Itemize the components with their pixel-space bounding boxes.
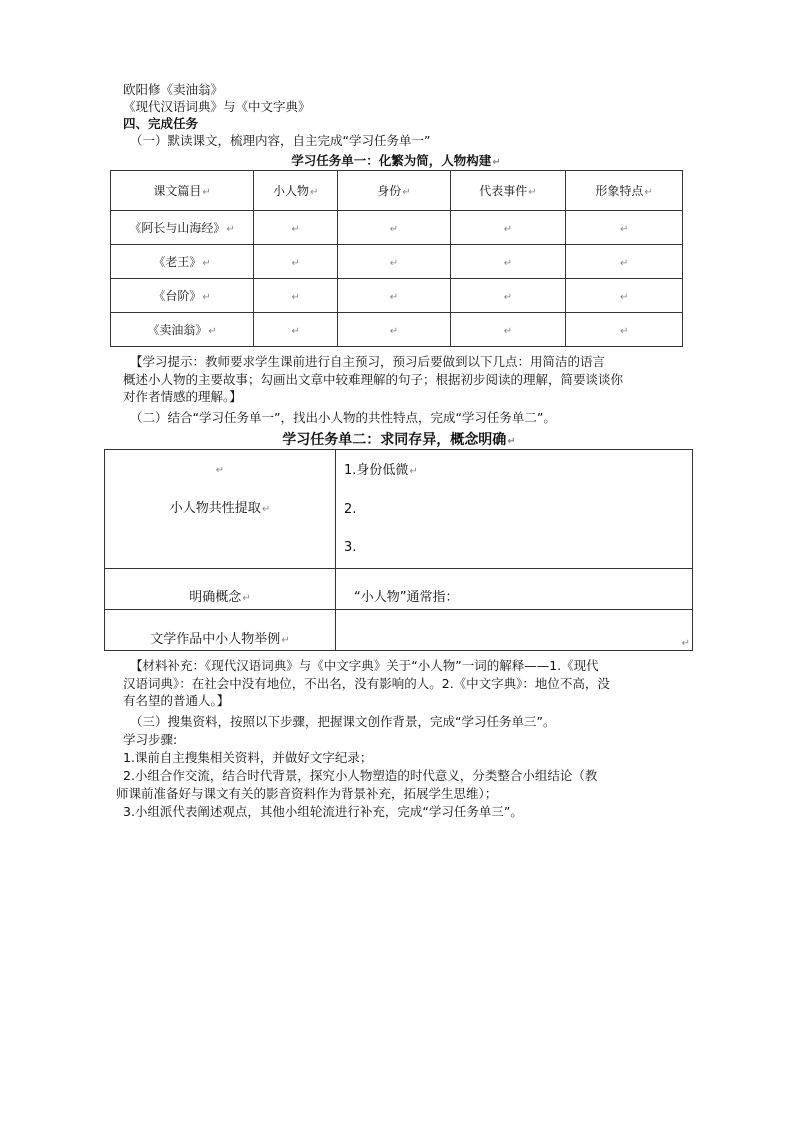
table1-header-cell: 形象特点↵: [566, 171, 683, 211]
table1-empty-cell[interactable]: ↵: [450, 313, 566, 347]
table1-title-cell: 《台阶》↵: [111, 279, 254, 313]
table1-empty-cell[interactable]: ↵: [338, 279, 450, 313]
task-table-one: [110, 170, 683, 347]
table-row: [111, 279, 683, 313]
step-three-text: （三）搜集资料，按照以下步骤，把握课文创作背景，完成“学习任务单三”。: [130, 714, 556, 729]
step-item: 3.小组派代表阐述观点，其他小组轮流进行补充，完成“学习任务单三”。: [123, 804, 523, 819]
table1-title-cell: 《卖油翁》↵: [111, 313, 254, 347]
examples-value-cell[interactable]: ↵: [336, 610, 693, 651]
table1-empty-cell[interactable]: ↵: [254, 279, 338, 313]
table2-caption: 学习任务单二：求同存异，概念明确↵: [282, 432, 516, 448]
table1-header-cell: 课文篇目↵: [111, 171, 254, 211]
learning-tip: [123, 353, 697, 406]
table1-empty-cell[interactable]: ↵: [338, 211, 450, 245]
table1-header-cell: 小人物↵: [254, 171, 338, 211]
step-one-text: （一）默读课文，梳理内容，自主完成“学习任务单一”: [130, 133, 431, 148]
table1-empty-cell[interactable]: ↵: [338, 245, 450, 279]
concept-value-cell[interactable]: “小人物”通常指：: [336, 569, 693, 610]
commonality-label-cell: [105, 450, 336, 569]
table1-header-row: [111, 171, 683, 211]
table-row: [111, 313, 683, 347]
commonality-item: 3.: [344, 539, 357, 555]
table-row: [105, 569, 693, 610]
table1-empty-cell[interactable]: ↵: [566, 211, 683, 245]
commonality-label: 小人物共性提取↵: [169, 500, 271, 516]
table1-empty-cell[interactable]: ↵: [566, 313, 683, 347]
table1-empty-cell[interactable]: ↵: [450, 211, 566, 245]
table1-empty-cell[interactable]: ↵: [254, 245, 338, 279]
table1-caption: 学习任务单一：化繁为简，人物构建↵: [291, 153, 501, 168]
cell-return-mark: ↵: [215, 464, 225, 476]
steps-title: 学习步骤:: [123, 732, 178, 747]
table1-empty-cell[interactable]: ↵: [566, 245, 683, 279]
commonality-item: 1.身份低微↵: [344, 462, 418, 478]
tip-line: 概述小人物的主要故事；勾画出文章中较难理解的句子；根据初步阅读的理解，简要谈谈你: [123, 371, 624, 387]
table-row: [105, 610, 693, 651]
table1-empty-cell[interactable]: ↵: [254, 211, 338, 245]
step-item: 2.小组合作交流，结合时代背景，探究小人物塑造的时代意义，分类整合小组结论（教: [123, 768, 598, 783]
text-line-author: 欧阳修《卖油翁》: [123, 82, 224, 97]
material-line: 汉语词典》：在社会中没有地位，不出名，没有影响的人。2.《中文字典》：地位不高，没: [123, 675, 610, 691]
section-heading: 四、完成任务: [123, 116, 199, 131]
table1-header-cell: 代表事件↵: [450, 171, 566, 211]
material-line: 【材料补充：《现代汉语词典》与《中文字典》关于“小人物”一词的解释——1.《现代: [130, 658, 599, 673]
material-supplement: [123, 657, 697, 710]
step-item: 师课前准备好与课文有关的影音资料作为背景补充，拓展学生思维）；: [116, 786, 498, 801]
step-item: 1.课前自主搜集相关资料，并做好文字纪录；: [123, 750, 373, 765]
table1-title-cell: 《阿长与山海经》↵: [111, 211, 254, 245]
table1-title-cell: 《老王》↵: [111, 245, 254, 279]
table1-empty-cell[interactable]: ↵: [450, 245, 566, 279]
examples-label-cell: 文学作品中小人物举例↵: [105, 610, 336, 651]
material-line: 有名望的普通人。】: [123, 693, 230, 708]
concept-label-cell: 明确概念↵: [105, 569, 336, 610]
table-row: [105, 450, 693, 569]
table1-empty-cell[interactable]: ↵: [338, 313, 450, 347]
step-two-text: （二）结合“学习任务单一”，找出小人物的共性特点，完成“学习任务单二”。: [130, 410, 556, 425]
table1-header-cell: 身份↵: [338, 171, 450, 211]
commonality-items-cell[interactable]: [336, 450, 693, 569]
table-row: [111, 245, 683, 279]
table1-empty-cell[interactable]: ↵: [254, 313, 338, 347]
table-row: [111, 211, 683, 245]
table1-empty-cell[interactable]: ↵: [450, 279, 566, 313]
task-table-two: [104, 449, 693, 651]
text-line-dictionaries: 《现代汉语词典》与《中文字典》: [123, 99, 311, 114]
tip-line: 对作者情感的理解。】: [123, 389, 242, 404]
tip-line: 【学习提示：教师要求学生课前进行自主预习，预习后要做到以下几点：用简洁的语言: [130, 354, 606, 369]
table1-empty-cell[interactable]: ↵: [566, 279, 683, 313]
commonality-item: 2.: [344, 501, 357, 517]
